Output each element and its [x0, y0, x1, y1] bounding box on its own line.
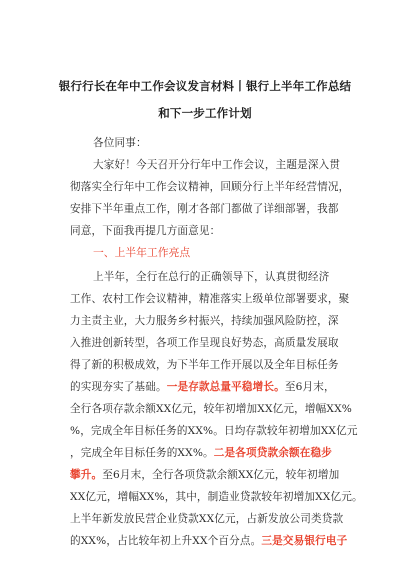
body-line-11: XX亿元，增幅XX%，其中，制造业贷款较年初增加XX亿元。	[70, 491, 363, 503]
body-line-10-text-b: 至6月末，全行各项贷款余额XX亿元，较年初增加	[102, 469, 340, 481]
body-line-2: 工作、农村工作会议精神，精准落实上级单位部署要求，聚	[70, 293, 350, 305]
body-line-12: 上半年新发放民营企业贷款XX亿元，占新发放公司类贷款	[70, 513, 344, 525]
body-line-3: 力主责主业，大力服务乡村振兴，持续加强风险防控，深	[70, 315, 339, 327]
body-line-9-text-a: ，完成全年目标任务的XX%。	[70, 447, 214, 459]
body-line-8: %，完成全年目标任务的XX%。日均存款较年初增加XX亿元	[70, 425, 358, 437]
body-line-4: 入推进创新转型，各项工作呈现良好势态，高质量发展取	[70, 337, 339, 349]
highlight-loans: 二是各项贷款余额在稳步	[213, 447, 332, 459]
body-line-10	[70, 468, 339, 482]
body-line-7: 全行各项存款余额XX亿元，较年初增加XX亿元，增幅XX%	[70, 403, 352, 415]
highlight-loans-cont: 攀升。	[70, 469, 103, 481]
salutation: 各位同事：	[93, 137, 147, 149]
body-line-6	[70, 380, 335, 394]
intro-line-3: 安排下半年重点工作，刚才各部门都做了详细部署，我都	[70, 203, 339, 215]
intro-line-4: 同意，下面我再提几方面意见：	[70, 225, 221, 237]
intro-line-2: 彻落实全行年中工作会议精神，回顾分行上半年经营情况，	[70, 181, 350, 193]
body-line-13	[70, 534, 347, 548]
body-line-13-text-a: 的XX%，占比较年初上升XX个百分点。	[70, 535, 262, 547]
document-title-line-2: 和下一步工作计划	[158, 106, 252, 120]
body-line-6-text-a: 的实现夯实了基础。	[70, 381, 167, 393]
body-line-1: 上半年，全行在总行的正确领导下，认真贯彻经济	[93, 271, 330, 283]
intro-line-1: 大家好！今天召开分行年中工作会议，主题是深入贯	[93, 159, 341, 171]
highlight-transaction-banking: 三是交易银行电子	[261, 535, 348, 547]
body-line-5: 得了新的积极成效，为下半年工作开展以及全年目标任务	[70, 359, 339, 371]
highlight-deposits: 一是存款总量平稳增长。	[166, 381, 285, 393]
body-line-9	[70, 446, 332, 460]
document-title-line-1: 银行行长在年中工作会议发言材料丨银行上半年工作总结	[58, 79, 352, 93]
section-1-heading: 一、上半年工作亮点	[93, 246, 191, 259]
body-line-6-text-c: 至6月末，	[284, 381, 335, 393]
